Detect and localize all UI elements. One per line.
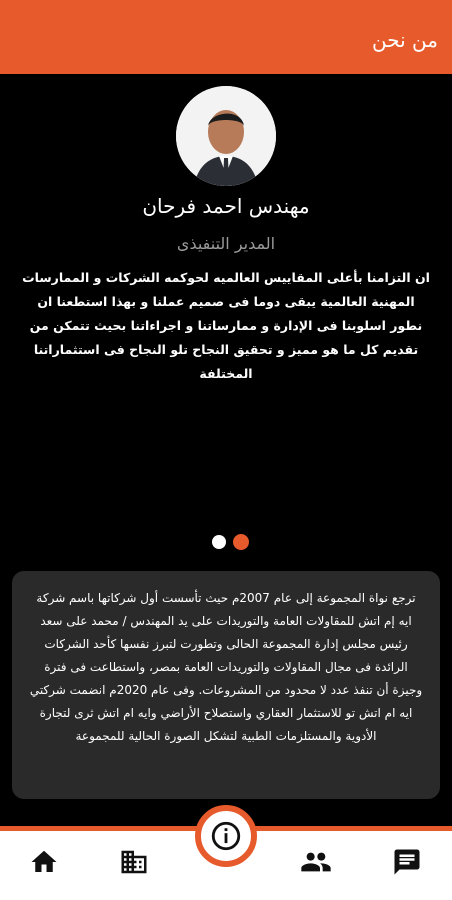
about-card [12,571,440,799]
nav-messages[interactable] [389,844,425,880]
nav-info-button[interactable] [195,805,257,867]
about-text: ترجع نواة المجموعة إلى عام 2007م حيث تأسست أول شركاتها باسم شركة ايه إم اتش للمقاولات العامة والتوريدات على يد المهندس / محمد على سعد رئيس مجلس إدارة المجموعة الحالى وتطورت لتبرز نفسها كأحد الشركات الرائدة فى مجال المقاولات والتوريدات العامة بمصر، واستطاعت فى فترة وجيزة أن تنفذ عدد لا محدود من المشروعات. وفى عام 2020م انضمت شركتي ايه ام اتش تو للاستثمار العقاري واستصلاح الأراضي وايه ام اتش ثرى لتجارة الأدوية والمستلزمات الطبية لتشكل الصورة الحالية للمجموعة [29,591,423,743]
home-icon [29,847,59,877]
nav-buildings[interactable] [116,844,152,880]
profile-role: المدير التنفيذى [176,234,276,253]
page-title: من نحن [372,28,438,52]
app-header [0,0,452,74]
carousel-dot-2-active[interactable] [233,534,249,550]
profile-name: مهندس احمد فرحان [142,194,310,218]
profile-quote: ان التزامنا بأعلى المقاييس العالميه لحوكمه الشركات و الممارسات المهنية العالمية يبقى دوما فى صميم عملنا و بهذا استطعنا ان نطور اسلوبنا فى الإدارة و ممارساتنا و اجراءاتنا بحيث تتمكن من تقديم كل ما هو مميز و تحقيق النجاح تلو النجاح فى استثماراتنا المختلفة [22,270,430,381]
avatar [176,86,276,186]
message-icon [392,847,422,877]
nav-people[interactable] [298,844,334,880]
people-icon [300,846,332,878]
profile-photo [176,86,276,186]
nav-home[interactable] [26,844,62,880]
carousel-dot-1[interactable] [212,535,226,549]
buildings-icon [119,847,149,877]
info-icon [209,819,243,853]
